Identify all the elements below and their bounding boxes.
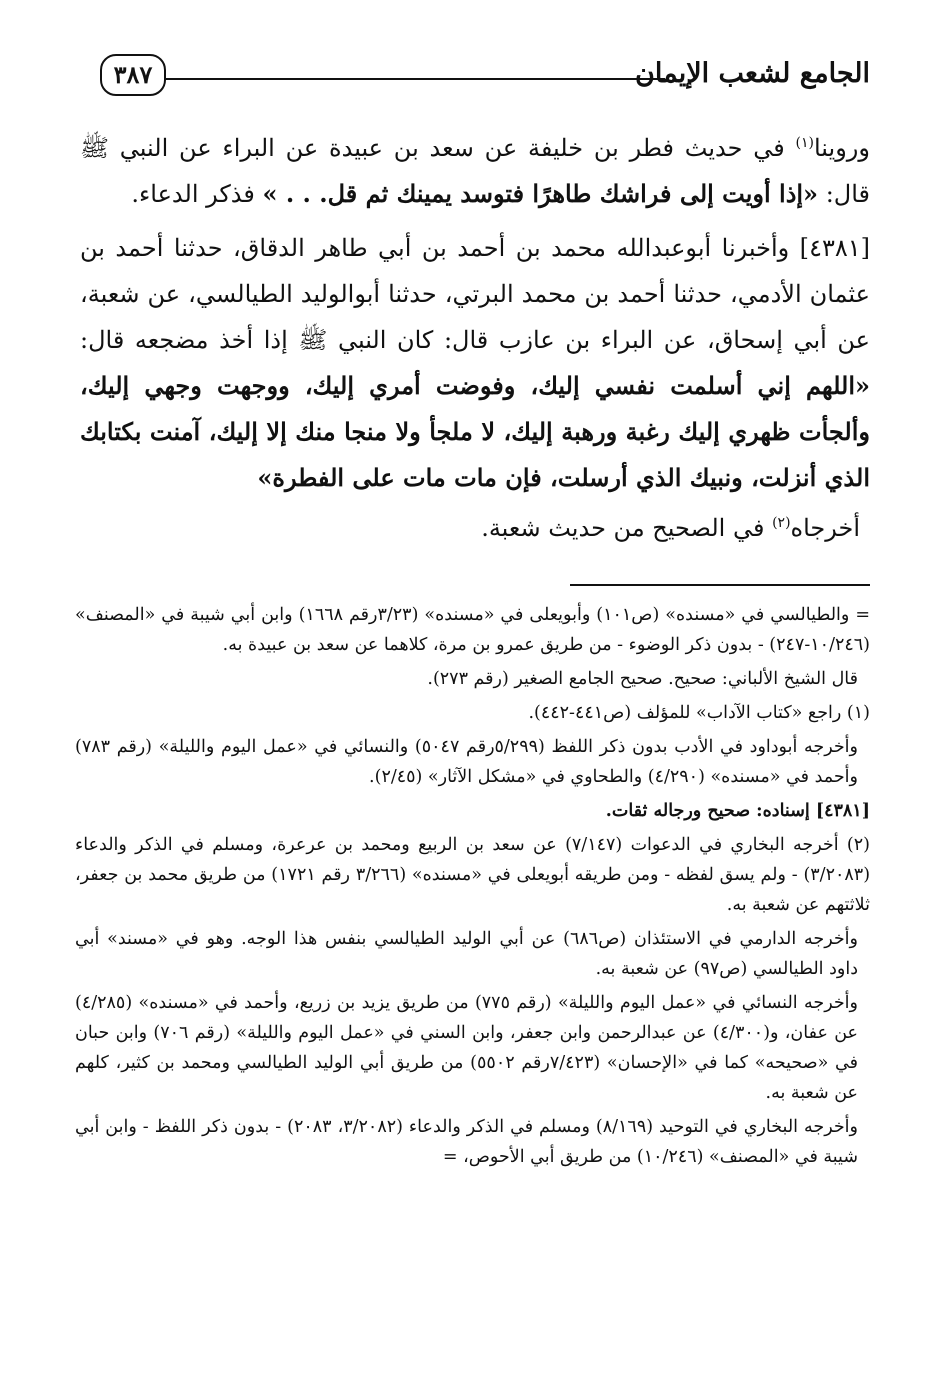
footnote-ref-2: (٢) <box>772 515 791 531</box>
main-text <box>80 125 870 551</box>
footnote-isnad: [٤٣٨١] إسناده: صحيح ورجاله ثقات. <box>605 801 870 821</box>
page-header <box>100 52 870 108</box>
footnote-ref-1: (١) <box>795 135 814 151</box>
p3-text: في الصحيح من حديث شعبة. <box>481 514 773 542</box>
footnote-continuation: = والطيالسي في «مسنده» (ص١٠١) وأبويعلى في «مسنده» (٣/٢٣رقم ١٦٦٨) وابن أبي شيبة في «المصنف» (١٠/٢٤٦-٢٤٧) - بدون ذكر الوضوء - من طريق عمرو بن مرة، كلاهما عن سعد بن عبيدة به. <box>75 605 871 655</box>
footnote-1-detail: وأخرجه أبوداود في الأدب بدون ذكر اللفظ (٥/٢٩٩رقم ٥٠٤٧) والنسائي في «عمل اليوم والليلة» (رقم ٧٨٣) وأحمد في «مسنده» (٤/٢٩٠) والطحاوي في «مشكل الآثار» (٢/٤٥). <box>75 737 858 787</box>
paragraph-4381 <box>80 225 870 501</box>
footnote-2-bukhari: وأخرجه البخاري في التوحيد (٨/١٦٩) ومسلم في الذكر والدعاء (٣/٢٠٨٢، ٢٠٨٣) - بدون ذكر اللفظ - وابن أبي شيبة في «المصنف» (١٠/٢٤٦) من طريق أبي الأحوص، = <box>75 1117 858 1167</box>
running-title: الجامع لشعب الإيمان <box>635 58 870 89</box>
footnote-2: (٢) أخرجه البخاري في الدعوات (٧/١٤٧) عن سعد بن الربيع ومحمد بن عرعرة، ومسلم في الذكر والدعاء (٣/٢٠٨٣) - ولم يسق لفظه - ومن طريقه أبويعلى في «مسنده» (٣/٢٦٦ رقم ١٧٢١) من طريق محمد بن جعفر، ثلاثتهم عن شعبة به. <box>75 835 871 915</box>
p3-intro: أخرجاه <box>790 514 860 542</box>
paragraph-1 <box>80 125 870 217</box>
footnote-1: (١) راجع «كتاب الآداب» للمؤلف (ص٤٤١-٤٤٢). <box>528 703 870 723</box>
footnote-separator <box>570 584 870 586</box>
header-rule <box>162 78 665 80</box>
p1-text: في حديث فطر بن خليفة عن سعد بن عبيدة عن البراء عن النبي ﷺ قال: <box>80 134 870 208</box>
isnad-text: [٤٣٨١] وأخبرنا أبوعبدالله محمد بن أحمد بن أبي طاهر الدقاق، حدثنا أحمد بن عثمان الأدمي، حدثنا أحمد بن محمد البرتي، حدثنا أبوالوليد الطيالسي، عن شعبة، عن أبي إسحاق، عن البراء بن عازب قال: كان النبي ﷺ إذا أخذ مضجعه قال: <box>80 234 870 354</box>
footnote-2-darimi: وأخرجه الدارمي في الاستئذان (ص٦٨٦) عن أبي الوليد الطيالسي بنفس هذا الوجه. وهو في «مسند» أبي داود الطيالسي (ص٩٧) عن شعبة به. <box>75 929 858 979</box>
p1-end: فذكر الدعاء. <box>131 180 263 208</box>
paragraph-takhrij <box>80 505 870 551</box>
page-number: ٣٨٧ <box>100 54 166 96</box>
p1-hadith: «إذا أويت إلى فراشك طاهرًا فتوسد يمينك ثم قل. . . » <box>262 179 819 208</box>
footnote-2-nasai: وأخرجه النسائي في «عمل اليوم والليلة» (رقم ٧٧٥) من طريق يزيد بن زريع، وأحمد في «مسنده» (٤/٢٨٥) عن عفان، و(٤/٣٠٠) عن عبدالرحمن وابن جعفر، وابن السني في «عمل اليوم والليلة» (رقم ٧٠٦) وابن حبان في «صحيحه» كما في «الإحسان» (٧/٤٢٣رقم ٥٥٠٢) من طريق أبي الوليد الطيالسي ومحمد بن كثير، كلهم عن شعبة به. <box>75 993 858 1103</box>
hadith-text: «اللهم إني أسلمت نفسي إليك، وفوضت أمري إليك، ووجهت وجهي إليك، وألجأت ظهري إليك رغبة ورهبة إليك، لا ملجأ ولا منجا منك إلا إليك، آمنت بكتابك الذي أنزلت، ونبيك الذي أرسلت، فإن مات مات على الفطرة» <box>80 371 870 492</box>
footnotes <box>75 600 870 1176</box>
footnote-albani: قال الشيخ الألباني: صحيح. صحيح الجامع الصغير (رقم ٢٧٣). <box>427 669 858 689</box>
p1-intro: وروينا <box>813 134 870 162</box>
